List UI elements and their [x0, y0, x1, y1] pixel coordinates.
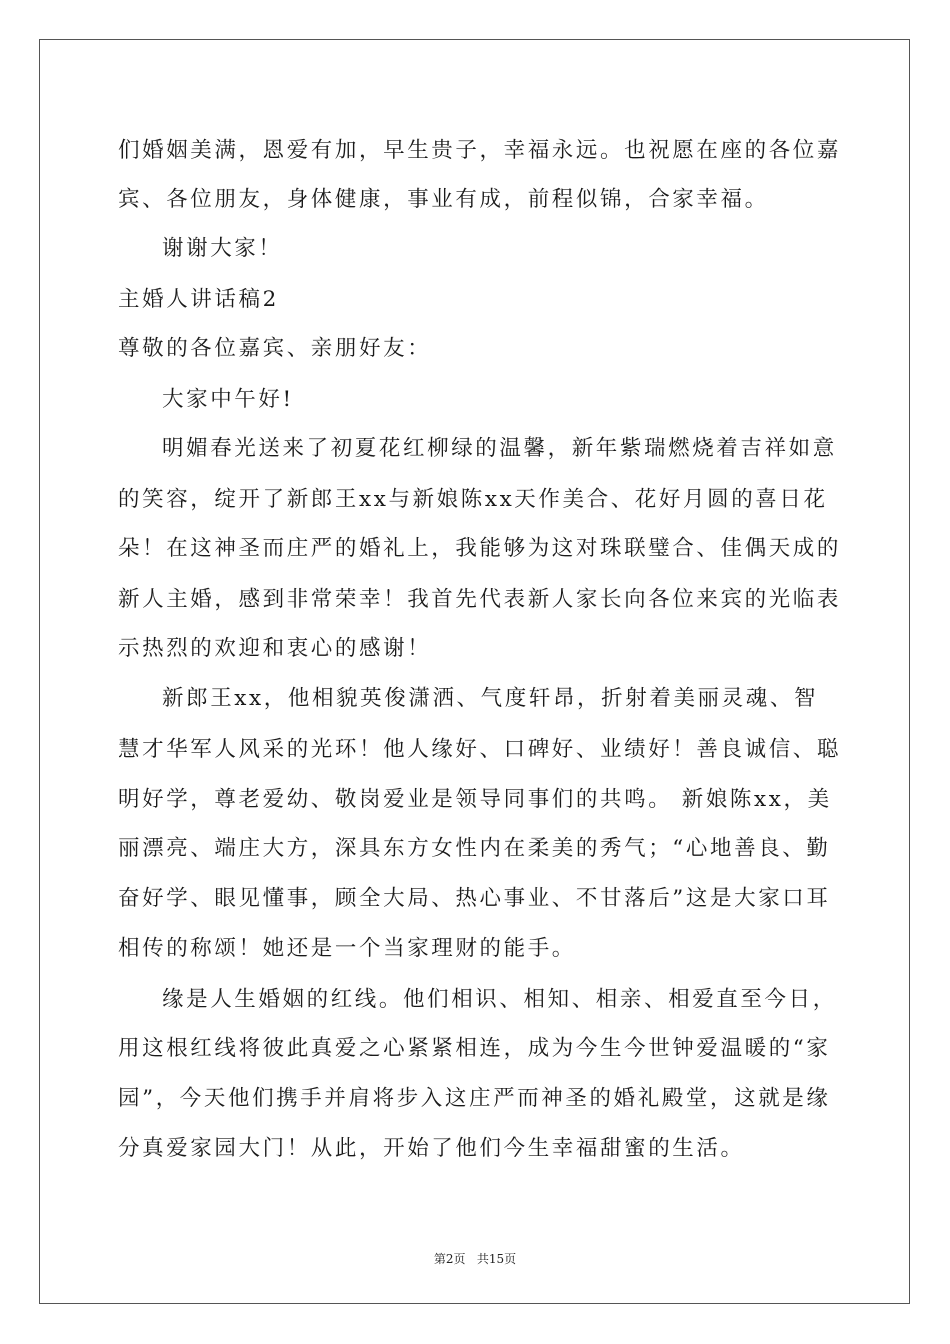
closing-thanks: 谢谢大家！ [162, 236, 283, 261]
page-number: 第2页 共15页 [433, 1252, 517, 1266]
text-line: 园”，今天他们携手并肩将步入这庄严而神圣的婚礼殿堂，这就是缘 [118, 1086, 831, 1111]
text-line: 新郎王xx，他相貌英俊潇洒、气度轩昂，折射着美丽灵魂、智 [162, 686, 819, 711]
text-line: 的笑容，绽开了新郎王xx与新娘陈xx天作美合、花好月圆的喜日花 [118, 487, 828, 512]
text-line: 新人主婚，感到非常荣幸！我首先代表新人家长向各位来宾的光临表 [118, 587, 842, 612]
text-line: 明媚春光送来了初夏花红柳绿的温馨，新年紫瑞燃烧着吉祥如意 [162, 436, 837, 461]
section-heading: 主婚人讲话稿2 [118, 287, 279, 312]
text-line: 明好学，尊老爱幼、敬岗爱业是领导同事们的共鸣。 新娘陈xx，美 [118, 787, 832, 812]
greeting: 大家中午好! [162, 387, 294, 412]
text-line: 分真爱家园大门！从此，开始了他们今生幸福甜蜜的生活。 [118, 1136, 745, 1161]
page-border [39, 39, 910, 1304]
text-line: 丽漂亮、端庄大方，深具东方女性内在柔美的秀气；“心地善良、勤 [118, 836, 831, 861]
text-line: 慧才华军人风采的光环！他人缘好、口碑好、业绩好！善良诚信、聪 [118, 737, 842, 762]
text-line: 奋好学、眼见懂事，顾全大局、热心事业、不甘落后”这是大家口耳 [118, 886, 831, 911]
text-line: 缘是人生婚姻的红线。他们相识、相知、相亲、相爱直至今日， [162, 987, 837, 1012]
text-line: 宾、各位朋友，身体健康，事业有成，前程似锦，合家幸福。 [118, 187, 769, 212]
text-line: 用这根红线将彼此真爱之心紧紧相连，成为今生今世钟爱温暖的“家 [118, 1036, 831, 1061]
text-line: 们婚姻美满，恩爱有加，早生贵子，幸福永远。也祝愿在座的各位嘉 [118, 138, 842, 163]
text-line: 朵！在这神圣而庄严的婚礼上，我能够为这对珠联璧合、佳偶天成的 [118, 536, 842, 561]
salutation: 尊敬的各位嘉宾、亲朋好友： [118, 336, 432, 361]
text-line: 相传的称颂！她还是一个当家理财的能手。 [118, 936, 576, 961]
text-line: 示热烈的欢迎和衷心的感谢！ [118, 636, 432, 661]
